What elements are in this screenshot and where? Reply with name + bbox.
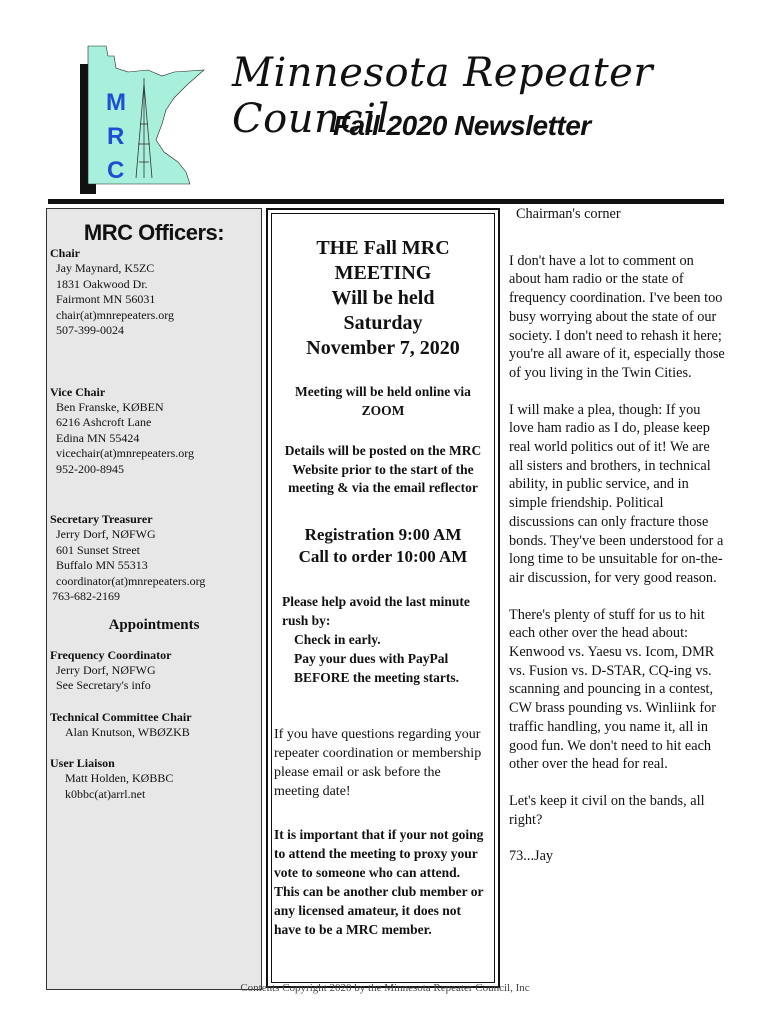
secretary-phone: 763-682-2169 <box>52 589 120 603</box>
call-to-order-time: Call to order 10:00 AM <box>298 546 468 566</box>
vice-chair-line: Ben Franske, KØBEN <box>56 399 164 414</box>
check-in-early: Check in early. <box>294 631 381 647</box>
user-liaison-email: k0bbc(at)arrl.net <box>65 786 146 801</box>
secretary-role: Secretary Treasurer <box>50 512 153 526</box>
chairman-paragraph: There's plenty of stuff for us to hit each other over the head about: Kenwood vs. Yaesu vs. Icom, DMR vs. Fusion vs. D-STAR, CQ-ing vs. scanning and pouncing in a contest, CW brass pounding vs. Winliink for traffic handling, you name it, all in good fun. We don't need to hit each other over the head for real. <box>509 606 716 773</box>
logo-letter-r: R <box>107 123 125 150</box>
chairmans-corner-title: Chairman's corner <box>516 206 621 222</box>
meeting-inner-frame <box>271 213 495 983</box>
chair-line: Jay Maynard, K5ZC <box>56 261 155 275</box>
registration-time: Registration 9:00 AM <box>304 524 462 544</box>
appointments-heading: Appointments <box>108 616 200 633</box>
officers-heading: MRC Officers: <box>83 220 225 245</box>
freq-coord-line: Jerry Dorf, NØFWG <box>56 662 156 677</box>
header-divider <box>48 199 724 204</box>
secretary-line: Buffalo MN 55313 <box>56 558 148 572</box>
meeting-headline-line: Will be held <box>331 287 435 309</box>
logo-letter-c: C <box>107 157 125 184</box>
officers-panel <box>46 208 262 990</box>
vice-chair-line: 6216 Ashcroft Lane <box>56 415 152 429</box>
tech-committee-line: Alan Knutson, WBØZKB <box>65 724 190 739</box>
vice-chair-email: vicechair(at)mnrepeaters.org <box>56 446 195 460</box>
tech-committee-role: Technical Committee Chair <box>50 709 192 724</box>
chairmans-corner <box>509 205 725 884</box>
meeting-announcement-box <box>266 208 500 988</box>
logo-letter-m: M <box>106 89 126 116</box>
newsletter-subtitle: Fall 2020 Newsletter <box>333 110 591 141</box>
secretary-line: 601 Sunset Street <box>56 542 140 557</box>
meeting-headline-line: Saturday <box>343 312 423 334</box>
vice-chair-role: Vice Chair <box>50 384 106 399</box>
secretary-email: coordinator(at)mnrepeaters.org <box>56 573 206 588</box>
avoid-rush-note: Please help avoid the last minute rush by: <box>282 593 470 628</box>
vice-chair-phone: 952-200-8945 <box>56 461 124 476</box>
chair-line: 1831 Oakwood Dr. <box>56 276 148 291</box>
user-liaison-line: Matt Holden, KØBBC <box>65 771 174 785</box>
pay-dues-note: Pay your dues with PayPal BEFORE the meeting starts. <box>294 650 459 685</box>
copyright-footer: Contents Copyright 2020 by the Minnesota Repeater Council, Inc <box>240 982 530 994</box>
chair-role: Chair <box>50 246 80 260</box>
meeting-online-note: Meeting will be held online via ZOOM <box>295 384 471 418</box>
meeting-headline <box>272 236 494 361</box>
meeting-details-note: Details will be posted on the MRC Website prior to the start of the meeting & via the email reflector <box>284 443 482 495</box>
proxy-note: It is important that if your not going to attend the meeting to proxy your vote to someone who can attend. This can be another club member or any licensed amateur, it does not have to be a MRC member. <box>274 826 484 937</box>
chair-email: chair(at)mnrepeaters.org <box>56 307 175 322</box>
newsletter-title: Minnesota Repeater Council <box>232 50 653 142</box>
meeting-headline-line: THE Fall MRC <box>316 237 450 259</box>
chairman-paragraph: Let's keep it civil on the bands, all right? <box>509 792 705 828</box>
chairman-paragraph: I will make a plea, though: If you love ham radio as I do, please keep real world politics out of it! We are all sisters and brothers, in technical ability, in public service, and in simple friendship. Political discussions can only fracture those bonds. They've been understood for a long time to be unsuitable for on-the-air discussion, for very good reason. <box>509 401 724 586</box>
questions-note: If you have questions regarding your repeater coordination or membership please email or ask before the meeting date! <box>274 726 482 799</box>
chairman-paragraph: I don't have a lot to comment on about ham radio or the state of frequency coordination. I've been too busy worrying about the state of our society. I don't need to rehash it here; you're all aware of it, especially those of you living in the Twin Cities. <box>509 252 725 381</box>
chairman-signoff: 73...Jay <box>509 848 554 865</box>
chair-line: Fairmont MN 56031 <box>56 292 156 306</box>
meeting-date: November 7, 2020 <box>306 337 460 359</box>
secretary-line: Jerry Dorf, NØFWG <box>56 527 156 541</box>
mrc-minnesota-logo <box>78 44 208 194</box>
user-liaison-role: User Liaison <box>50 756 115 770</box>
chair-phone: 507-399-0024 <box>56 323 124 337</box>
vice-chair-line: Edina MN 55424 <box>56 430 140 445</box>
freq-coord-role: Frequency Coordinator <box>50 647 172 662</box>
freq-coord-line: See Secretary's info <box>56 678 151 692</box>
meeting-headline-line: MEETING <box>334 262 432 284</box>
